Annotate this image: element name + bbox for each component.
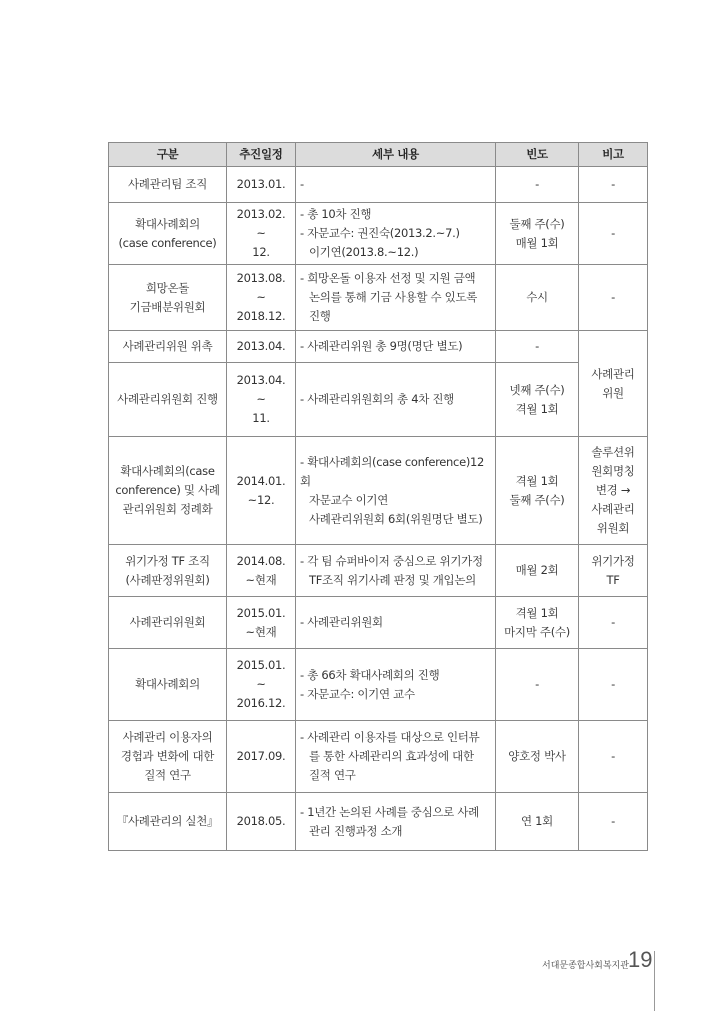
detail-line: 이기연(2013.8.~12.) (309, 245, 419, 259)
header-note: 비고 (579, 143, 648, 167)
detail-line: - 사례관리위원회 (300, 615, 383, 629)
note-line: 원회명칭 (591, 464, 635, 478)
category-line: 희망온돌 (145, 280, 190, 295)
detail-line: - 1년간 논의된 사례를 중심으로 사례 (300, 804, 479, 819)
cell-detail (296, 597, 496, 649)
category-line: 사례관리위원회 (129, 615, 206, 629)
detail-line: - 희망온돌 이용자 선정 및 지원 금액 (300, 271, 476, 285)
schedule-line: 12. (252, 245, 270, 259)
cell-schedule (227, 265, 296, 331)
table-row (109, 167, 648, 203)
cell-detail (296, 793, 496, 851)
schedule-line: 2013.08. (236, 271, 286, 285)
schedule-line: 2018.05. (236, 814, 286, 828)
detail-line: - 사례관리위원 총 9명(명단 별도) (300, 339, 463, 353)
frequency-line: - (535, 677, 539, 691)
cell-category (109, 597, 227, 649)
cell-frequency (496, 721, 579, 793)
note-line: - (611, 615, 615, 629)
cell-detail (296, 265, 496, 331)
detail-line: - 확대사례회의(case conference)12회 (300, 454, 485, 488)
table-row (109, 721, 648, 793)
frequency-line: - (535, 339, 539, 353)
detail-line: 질적 연구 (309, 768, 356, 782)
detail-line: 논의를 통해 기금 사용할 수 있도록 (309, 290, 478, 304)
schedule-line: 2015.01. (236, 605, 286, 620)
schedule-line: 2013.04. (236, 339, 286, 353)
cell-category (109, 721, 227, 793)
cell-schedule (227, 437, 296, 545)
header-schedule: 추진일정 (227, 143, 296, 167)
note-line: 사례관리 (591, 366, 635, 381)
note-line: - (611, 226, 615, 240)
cell-schedule (227, 649, 296, 721)
frequency-line: 격월 1회 (515, 401, 559, 416)
category-line: 사례관리위원 위촉 (122, 339, 213, 353)
table-row (109, 793, 648, 851)
cell-detail (296, 545, 496, 597)
schedule-line: 2017.09. (236, 749, 286, 763)
detail-line: 진행 (309, 309, 331, 323)
schedule-line: 2014.08. (236, 553, 286, 568)
category-line: 사례관리 이용자의 (122, 730, 213, 744)
schedule-line: ~현재 (245, 624, 277, 639)
frequency-line: 둘째 주(수) (509, 216, 565, 231)
schedule-line: 2013.01. (236, 177, 286, 191)
frequency-line: 격월 1회 (515, 473, 559, 488)
cell-schedule (227, 545, 296, 597)
category-line: 위기가정 TF 조직 (125, 553, 210, 568)
cell-note (579, 597, 648, 649)
cell-note (579, 265, 648, 331)
schedule-line: ~현재 (245, 572, 277, 587)
detail-line: - 총 10차 진행 (300, 207, 372, 221)
detail-line: - 총 66차 확대사례회의 진행 (300, 667, 440, 682)
table-row (109, 597, 648, 649)
cell-frequency (496, 649, 579, 721)
note-line: - (611, 749, 615, 763)
category-line: (case conference) (118, 235, 217, 250)
schedule-line: 2014.01. (236, 473, 286, 488)
header-frequency: 빈도 (496, 143, 579, 167)
schedule-line: ~ (256, 290, 266, 304)
detail-line: - (300, 177, 304, 191)
frequency-line: 매월 1회 (515, 235, 559, 250)
frequency-line: 양호정 박사 (508, 749, 566, 763)
detail-line: - 사례관리위원회의 총 4차 진행 (300, 392, 454, 406)
category-line: 경험과 변화에 대한 (120, 749, 215, 763)
category-line: 확대사례회의 (135, 216, 200, 231)
cell-note (579, 203, 648, 265)
cell-detail (296, 167, 496, 203)
cell-category (109, 437, 227, 545)
note-line: 위기가정 (591, 553, 635, 568)
frequency-line: 수시 (526, 290, 548, 304)
schedule-table (108, 142, 648, 851)
schedule-line: 2015.01. (236, 658, 286, 672)
header-detail: 세부 내용 (296, 143, 496, 167)
frequency-line: 매월 2회 (515, 563, 559, 577)
detail-line: - 각 팀 슈퍼바이저 중심으로 위기가정 (300, 553, 483, 568)
frequency-line: 연 1회 (521, 814, 553, 828)
schedule-line: ~ (256, 392, 266, 406)
note-line: 사례관리 (591, 502, 635, 516)
detail-line: - 자문교수: 이기연 교수 (300, 686, 415, 701)
frequency-line: - (535, 177, 539, 191)
table-row (109, 545, 648, 597)
frequency-line: 둘째 주(수) (509, 492, 565, 507)
footer-organization: 서대문종합사회복지관 (542, 961, 629, 971)
schedule-line: ~12. (247, 492, 275, 507)
category-line: (사례판정위원회) (125, 572, 210, 587)
schedule-line: 2018.12. (236, 309, 286, 323)
header-category: 구분 (109, 143, 227, 167)
cell-note (579, 167, 648, 203)
cell-detail (296, 437, 496, 545)
cell-frequency (496, 545, 579, 597)
table-header-row (109, 143, 648, 167)
detail-line: TF조직 위기사례 판정 및 개입논의 (309, 572, 476, 587)
table-row (109, 265, 648, 331)
schedule-line: ~ (256, 677, 266, 691)
cell-category (109, 167, 227, 203)
cell-category (109, 331, 227, 363)
cell-detail (296, 721, 496, 793)
note-line: 변경 → (595, 483, 631, 497)
cell-note (579, 437, 648, 545)
footer-divider (654, 951, 655, 1011)
category-line: 사례관리팀 조직 (127, 177, 208, 191)
note-line: - (611, 177, 615, 191)
note-line: 위원 (602, 385, 624, 400)
note-line: 위원회 (596, 521, 630, 535)
cell-frequency (496, 331, 579, 363)
schedule-line: ~ (256, 226, 266, 240)
category-line: 『사례관리의 실천』 (116, 814, 219, 828)
cell-note (579, 721, 648, 793)
cell-schedule (227, 203, 296, 265)
note-line: - (611, 290, 615, 304)
cell-note (579, 649, 648, 721)
cell-schedule (227, 363, 296, 437)
detail-line: - 사례관리 이용자를 대상으로 인터뷰 (300, 730, 480, 744)
note-line: - (611, 677, 615, 691)
category-line: 사례관리위원회 진행 (117, 392, 218, 406)
note-line: - (611, 814, 615, 828)
cell-category (109, 363, 227, 437)
cell-detail (296, 331, 496, 363)
schedule-line: 2013.02. (236, 207, 286, 221)
detail-line: - 자문교수: 권진숙(2013.2.~7.) (300, 226, 460, 240)
note-line: 솔루션위 (591, 445, 635, 459)
schedule-line: 2013.04. (236, 373, 286, 387)
cell-category (109, 203, 227, 265)
cell-detail (296, 363, 496, 437)
category-line: conference) 및 사례 (115, 483, 220, 497)
frequency-line: 마지막 주(수) (504, 624, 570, 639)
category-line: 확대사례회의(case (120, 464, 215, 478)
detail-line: 를 통한 사례관리의 효과성에 대한 (309, 749, 474, 763)
table-row (109, 437, 648, 545)
cell-frequency (496, 793, 579, 851)
cell-schedule (227, 793, 296, 851)
table-row (109, 363, 648, 437)
cell-category (109, 793, 227, 851)
detail-line: 자문교수 이기연 (309, 492, 389, 507)
cell-category (109, 265, 227, 331)
cell-frequency (496, 363, 579, 437)
cell-category (109, 545, 227, 597)
cell-schedule (227, 597, 296, 649)
cell-note (579, 793, 648, 851)
cell-category (109, 649, 227, 721)
page-number: 19 (628, 947, 653, 972)
cell-frequency (496, 167, 579, 203)
cell-note (579, 331, 648, 437)
note-line: TF (606, 572, 620, 587)
table-row (109, 331, 648, 363)
cell-frequency (496, 597, 579, 649)
cell-frequency (496, 203, 579, 265)
schedule-line: 11. (252, 411, 270, 425)
cell-frequency (496, 437, 579, 545)
category-line: 기금배분위원회 (129, 299, 206, 314)
category-line: 확대사례회의 (135, 677, 200, 691)
cell-detail (296, 649, 496, 721)
category-line: 질적 연구 (144, 768, 191, 782)
category-line: 관리위원회 정례화 (122, 502, 213, 516)
cell-frequency (496, 265, 579, 331)
detail-line: 관리 진행과정 소개 (309, 823, 403, 838)
frequency-line: 넷째 주(수) (509, 382, 565, 397)
cell-note (579, 545, 648, 597)
detail-line: 사례관리위원회 6회(위원명단 별도) (309, 511, 483, 526)
cell-schedule (227, 331, 296, 363)
frequency-line: 격월 1회 (515, 605, 559, 620)
cell-detail (296, 203, 496, 265)
schedule-line: 2016.12. (236, 696, 286, 710)
cell-schedule (227, 721, 296, 793)
table-row (109, 649, 648, 721)
cell-schedule (227, 167, 296, 203)
table-row (109, 203, 648, 265)
